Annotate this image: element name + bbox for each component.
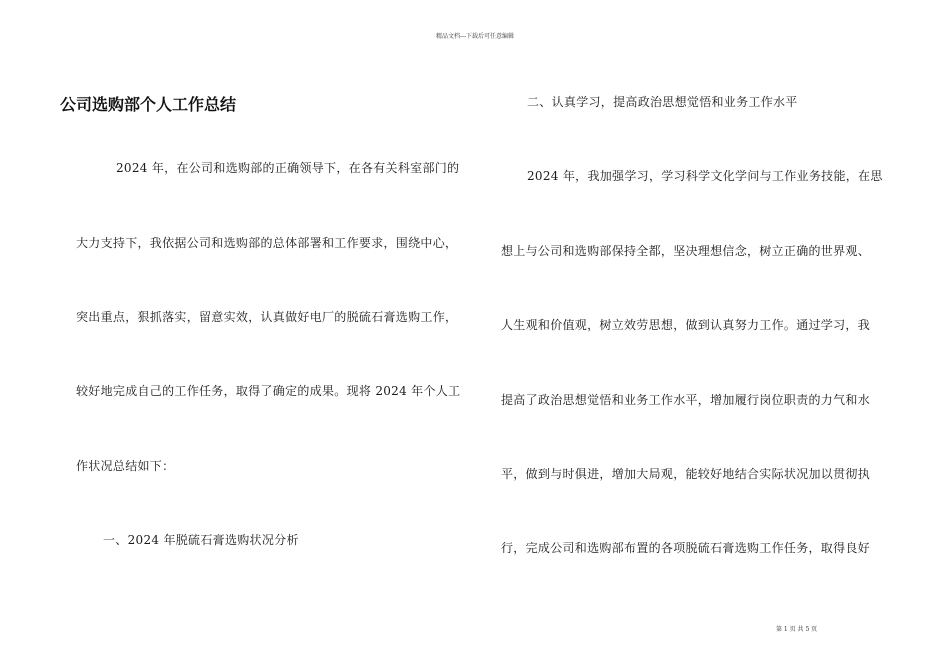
section-heading: 二、认真学习，提高政治思想觉悟和业务工作水平 [527,95,798,109]
page-header: 精品文档---下载后可任意编辑 [435,33,515,40]
paragraph-line: 2024 年，在公司和选购部的正确领导下，在各有关科室部门的 [116,161,460,175]
paragraph-line: 大力支持下，我依据公司和选购部的总体部署和工作要求，围绕中心， [76,236,458,250]
paragraph-line: 作状况总结如下： [76,459,175,473]
page-number: 第 1 页 共 5 页 [776,626,818,633]
paragraph-line: 平，做到与时俱进，增加大局观，能较好地结合实际状况加以贯彻执 [501,467,871,481]
document-title: 公司选购部个人工作总结 [60,95,237,114]
paragraph-line: 想上与公司和选购部保持全都，坚决理想信念，树立正确的世界观、 [501,244,871,258]
paragraph-line: 较好地完成自己的工作任务，取得了确定的成果。现将 2024 年个人工 [76,384,461,398]
section-heading: 一、2024 年脱硫石膏选购状况分析 [103,533,299,547]
paragraph-line: 2024 年，我加强学习，学习科学文化学问与工作业务技能，在思 [527,169,883,183]
paragraph-line: 行，完成公司和选购部布置的各项脱硫石膏选购工作任务，取得良好 [501,541,871,555]
paragraph-line: 人生观和价值观，树立效劳思想，做到认真努力工作。通过学习，我 [501,318,871,332]
paragraph-line: 突出重点，狠抓落实，留意实效，认真做好电厂的脱硫石膏选购工作， [76,310,458,324]
paragraph-line: 提高了政治思想觉悟和业务工作水平，增加履行岗位职责的力气和水 [501,393,871,407]
